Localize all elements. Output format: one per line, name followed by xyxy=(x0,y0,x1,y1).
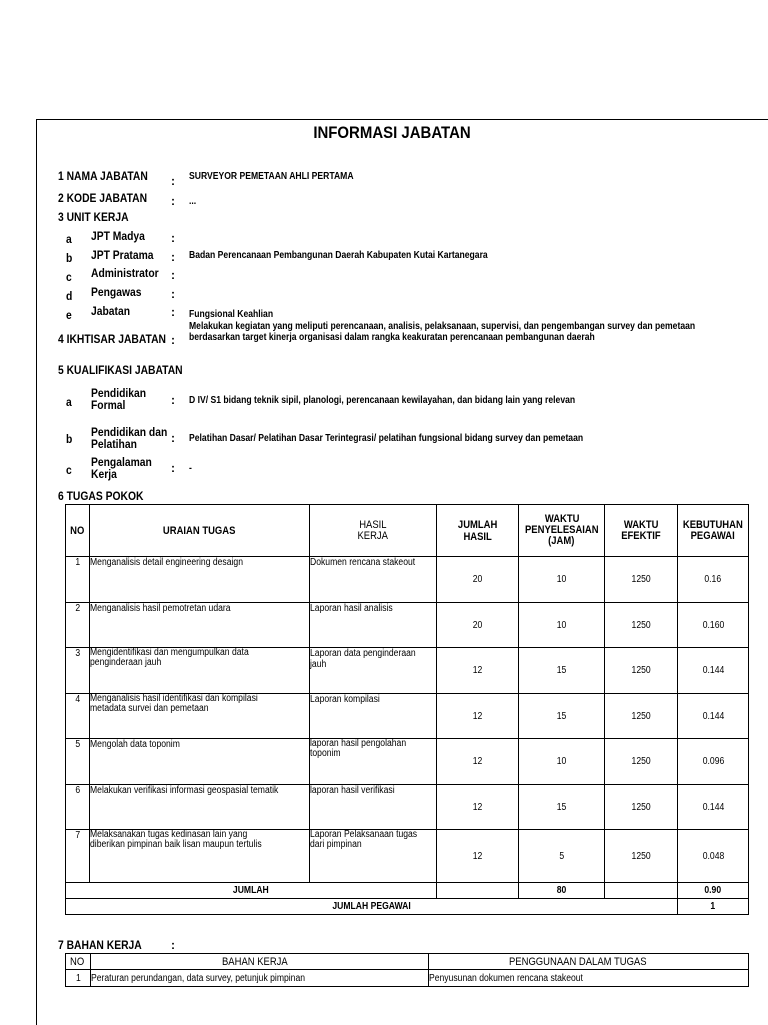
cell-uraian: Mengidentifikasi dan mengumpulkan data penginderaan jauh xyxy=(89,648,309,694)
field-unit-kerja-label: 3 UNIT KERJA xyxy=(58,210,129,224)
unit-label-jabatan: Jabatan xyxy=(91,304,131,318)
cell-jumlah: 12 xyxy=(436,785,518,830)
total-waktu: 80 xyxy=(518,883,605,899)
colon: : xyxy=(171,938,175,952)
field-kualifikasi-label: 5 KUALIFIKASI JABATAN xyxy=(58,363,183,377)
colon: : xyxy=(171,268,175,282)
kual-letter: b xyxy=(66,432,73,446)
cell-no: 1 xyxy=(66,557,90,603)
cell-efektif: 1250 xyxy=(605,830,678,883)
col-header-hasil: HASIL KERJA xyxy=(309,505,436,557)
colon: : xyxy=(171,431,175,445)
cell-hasil: Laporan Pelaksanaan tugas dari pimpinan xyxy=(309,830,436,883)
kual-letter: a xyxy=(66,395,72,409)
col-header-no: NO xyxy=(66,505,90,557)
col-header-jumlah: JUMLAH HASIL xyxy=(436,505,518,557)
table-header-row xyxy=(66,505,749,557)
table-row xyxy=(66,648,749,694)
cell-efektif: 1250 xyxy=(605,603,678,648)
kual-label-pengalaman-kerja: Pengalaman Kerja xyxy=(91,455,152,481)
cell-empty xyxy=(605,883,678,899)
col-header-bahan: BAHAN KERJA xyxy=(90,954,428,970)
cell-efektif: 1250 xyxy=(605,694,678,739)
unit-label-administrator: Administrator xyxy=(91,266,159,280)
unit-letter: b xyxy=(66,251,73,265)
cell-no: 5 xyxy=(66,739,90,785)
cell-efektif: 1250 xyxy=(605,785,678,830)
colon: : xyxy=(171,194,175,208)
field-bahan-kerja-label: 7 BAHAN KERJA xyxy=(58,938,142,952)
cell-kebutuhan: 0.16 xyxy=(678,557,749,603)
colon: : xyxy=(171,305,175,319)
cell-waktu: 15 xyxy=(518,694,605,739)
cell-waktu: 10 xyxy=(518,557,605,603)
field-kode-jabatan-value: ... xyxy=(189,196,197,207)
unit-letter: c xyxy=(66,270,72,284)
cell-uraian: Mengolah data toponim xyxy=(89,739,309,785)
cell-uraian: Melakukan verifikasi informasi geospasial tematik xyxy=(89,785,309,830)
field-ikhtisar-label: 4 IKHTISAR JABATAN xyxy=(58,332,166,346)
colon: : xyxy=(171,174,175,188)
bahan-kerja-table xyxy=(65,953,749,987)
cell-no: 6 xyxy=(66,785,90,830)
table-row xyxy=(66,694,749,739)
cell-waktu: 10 xyxy=(518,603,605,648)
unit-letter: a xyxy=(66,232,72,246)
unit-letter: e xyxy=(66,308,72,322)
kual-label-pendidikan-formal: Pendidikan Formal xyxy=(91,386,147,412)
cell-waktu: 15 xyxy=(518,785,605,830)
cell-hasil: laporan hasil verifikasi xyxy=(309,785,436,830)
field-nama-jabatan-value: SURVEYOR PEMETAAN AHLI PERTAMA xyxy=(189,171,354,182)
cell-waktu: 5 xyxy=(518,830,605,883)
cell-uraian: Menganalisis hasil identifikasi dan kompilasi metadata survei dan pemetaan xyxy=(89,694,309,739)
cell-hasil: Laporan data penginderaan jauh xyxy=(309,648,436,694)
kual-letter: c xyxy=(66,463,72,477)
cell-hasil: Dokumen rencana stakeout xyxy=(309,557,436,603)
cell-waktu: 10 xyxy=(518,739,605,785)
kual-value-pendidikan-formal: D IV/ S1 bidang teknik sipil, planologi, perencanaan kewilayahan, dan bidang lain yang relevan xyxy=(189,395,576,406)
table-row xyxy=(66,557,749,603)
cell-uraian: Menganalisis hasil pemotretan udara xyxy=(89,603,309,648)
table-row xyxy=(66,739,749,785)
kual-label-pendidikan-pelatihan: Pendidikan dan Pelatihan xyxy=(91,425,168,451)
cell-kebutuhan: 0.144 xyxy=(678,785,749,830)
cell-waktu: 15 xyxy=(518,648,605,694)
cell-jumlah: 20 xyxy=(436,557,518,603)
cell-penggunaan: Penyusunan dokumen rencana stakeout xyxy=(429,970,749,987)
cell-no: 7 xyxy=(66,830,90,883)
cell-uraian: Menganalisis detail engineering desaign xyxy=(89,557,309,603)
col-header-waktu: WAKTU PENYELESAIAN (JAM) xyxy=(518,505,605,557)
table-row xyxy=(66,785,749,830)
col-header-no: NO xyxy=(66,954,91,970)
cell-jumlah: 12 xyxy=(436,694,518,739)
kual-value-pengalaman-kerja: - xyxy=(189,463,192,474)
cell-kebutuhan: 0.144 xyxy=(678,694,749,739)
table-row xyxy=(66,603,749,648)
cell-kebutuhan: 0.160 xyxy=(678,603,749,648)
col-header-efektif: WAKTU EFEKTIF xyxy=(605,505,678,557)
cell-no: 2 xyxy=(66,603,90,648)
cell-efektif: 1250 xyxy=(605,557,678,603)
cell-empty xyxy=(436,883,518,899)
cell-jumlah: 12 xyxy=(436,648,518,694)
cell-bahan: Peraturan perundangan, data survey, petunjuk pimpinan xyxy=(90,970,428,987)
col-header-uraian: URAIAN TUGAS xyxy=(89,505,309,557)
total-kebutuhan: 0.90 xyxy=(678,883,749,899)
total-row xyxy=(66,883,749,899)
col-header-penggunaan: PENGGUNAAN DALAM TUGAS xyxy=(429,954,749,970)
table-row xyxy=(66,830,749,883)
tugas-pokok-table xyxy=(65,504,749,915)
cell-efektif: 1250 xyxy=(605,648,678,694)
total-label: JUMLAH xyxy=(66,883,437,899)
cell-no: 3 xyxy=(66,648,90,694)
jumlah-pegawai-row xyxy=(66,899,749,915)
unit-label-jpt-pratama: JPT Pratama xyxy=(91,248,154,262)
cell-uraian: Melaksanakan tugas kedinasan lain yang diberikan pimpinan baik lisan maupun tertulis xyxy=(89,830,309,883)
kual-value-pendidikan-pelatihan: Pelatihan Dasar/ Pelatihan Dasar Terintegrasi/ pelatihan fungsional bidang survey dan pemetaan xyxy=(189,433,584,444)
unit-label-pengawas: Pengawas xyxy=(91,285,142,299)
field-ikhtisar-value-line2: berdasarkan target kinerja organisasi dalam rangka keakuratan perencanaan pembangunan daerah xyxy=(189,332,595,343)
cell-kebutuhan: 0.048 xyxy=(678,830,749,883)
jumlah-pegawai-label: JUMLAH PEGAWAI xyxy=(66,899,678,915)
page-title: INFORMASI JABATAN xyxy=(313,123,471,142)
field-nama-jabatan-label: 1 NAMA JABATAN xyxy=(58,169,148,183)
unit-value-jabatan: Fungsional Keahlian xyxy=(189,309,274,320)
cell-hasil: Laporan hasil analisis xyxy=(309,603,436,648)
table-row xyxy=(66,970,749,987)
cell-hasil: laporan hasil pengolahan toponim xyxy=(309,739,436,785)
colon: : xyxy=(171,250,175,264)
colon: : xyxy=(171,461,175,475)
cell-no: 4 xyxy=(66,694,90,739)
cell-efektif: 1250 xyxy=(605,739,678,785)
unit-value-jpt-pratama: Badan Perencanaan Pembangunan Daerah Kabupaten Kutai Kartanegara xyxy=(189,250,488,261)
cell-no: 1 xyxy=(66,970,91,987)
colon: : xyxy=(171,333,175,347)
unit-label-jpt-madya: JPT Madya xyxy=(91,229,145,243)
col-header-kebutuhan: KEBUTUHAN PEGAWAI xyxy=(678,505,749,557)
colon: : xyxy=(171,393,175,407)
field-kode-jabatan-label: 2 KODE JABATAN xyxy=(58,191,148,205)
field-tugas-pokok-label: 6 TUGAS POKOK xyxy=(58,489,144,503)
cell-jumlah: 20 xyxy=(436,603,518,648)
cell-kebutuhan: 0.144 xyxy=(678,648,749,694)
colon: : xyxy=(171,287,175,301)
unit-letter: d xyxy=(66,289,73,303)
cell-jumlah: 12 xyxy=(436,830,518,883)
table-header-row xyxy=(66,954,749,970)
cell-kebutuhan: 0.096 xyxy=(678,739,749,785)
field-ikhtisar-value-line1: Melakukan kegiatan yang meliputi perencanaan, analisis, pelaksanaan, supervisi, dan pengembangan survey dan pemetaan xyxy=(189,321,696,332)
cell-hasil: Laporan kompilasi xyxy=(309,694,436,739)
colon: : xyxy=(171,231,175,245)
jumlah-pegawai-value: 1 xyxy=(678,899,749,915)
cell-jumlah: 12 xyxy=(436,739,518,785)
